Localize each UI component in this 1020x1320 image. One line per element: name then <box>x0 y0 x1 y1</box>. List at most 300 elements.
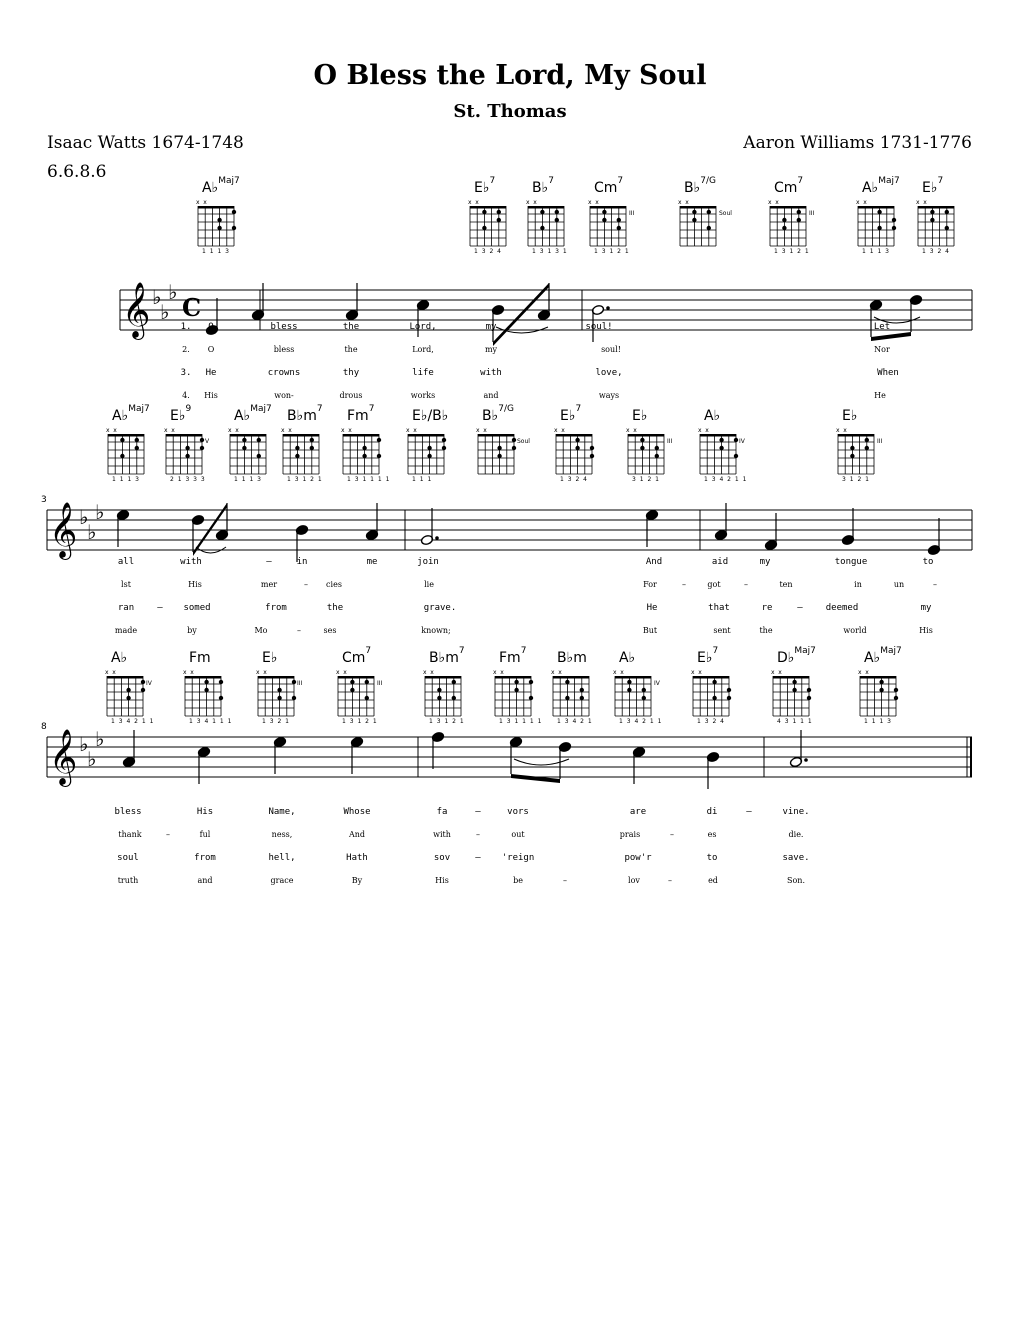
lyric-syllable: ses <box>323 626 337 635</box>
svg-text:x: x <box>923 199 927 206</box>
lyric-syllable: with <box>433 830 451 839</box>
lyric-syllable: By <box>351 876 363 885</box>
fret-position: V <box>205 438 210 445</box>
lyric-syllable: made <box>114 626 138 635</box>
chord-root: A♭ <box>704 408 721 424</box>
lyric-syllable: – <box>166 830 170 839</box>
svg-text:x: x <box>863 199 867 206</box>
svg-text:x: x <box>413 427 417 434</box>
lyric-syllable: be <box>513 876 523 885</box>
fret-position: III <box>877 438 883 445</box>
lyric-syllable: – <box>157 603 163 613</box>
chord-root: B♭m <box>287 408 317 424</box>
note <box>841 508 854 546</box>
chord-root: E♭ <box>170 408 186 424</box>
lyric-syllable: Son. <box>787 876 805 885</box>
chord-root: A♭ <box>234 408 251 424</box>
svg-text:x: x <box>112 669 116 676</box>
lyric-syllable: Name, <box>268 807 296 817</box>
chord-root: E♭/B♭ <box>412 408 449 424</box>
lyric-syllable: grave. <box>423 603 457 613</box>
svg-text:x: x <box>685 199 689 206</box>
svg-text:x: x <box>493 669 497 676</box>
tune-name: St. Thomas <box>453 101 567 122</box>
svg-text:x: x <box>336 669 340 676</box>
lyric-syllable: lie <box>424 580 434 589</box>
lyric-syllable: lst <box>121 580 131 589</box>
lyric-syllable: drous <box>339 391 363 400</box>
chord-root: E♭ <box>474 180 490 196</box>
chord-extension: 7 <box>365 646 372 656</box>
note <box>116 509 129 547</box>
composer-credit: Aaron Williams 1731-1776 <box>743 133 972 153</box>
svg-text:x: x <box>281 427 285 434</box>
lyric-syllable: sent <box>713 626 731 635</box>
lyric-syllable: fa <box>436 807 448 817</box>
finger-numbers: 1 3 1 2 1 <box>774 248 810 255</box>
note <box>431 731 444 769</box>
lyric-syllable: world <box>843 626 867 635</box>
lyric-syllable: thy <box>342 368 360 378</box>
chord-extension: 9 <box>185 404 192 414</box>
finger-numbers: 4 3 1 1 1 <box>777 718 813 725</box>
lyric-syllable: Hath <box>346 853 368 863</box>
lyric-syllable: 1. <box>180 322 192 332</box>
lyric-syllable: 'reign <box>501 853 535 863</box>
chord-root: A♭ <box>202 180 219 196</box>
fret-position: III <box>377 680 383 687</box>
lyric-syllable: with <box>180 557 202 567</box>
treble-clef: 𝄞 <box>49 729 78 785</box>
chord-extension: 7/G <box>498 404 514 414</box>
svg-text:x: x <box>164 427 168 434</box>
svg-text:x: x <box>558 669 562 676</box>
lyric-syllable: die. <box>788 830 804 839</box>
beam <box>511 774 560 783</box>
lyric-syllable: – <box>297 626 301 635</box>
svg-text:x: x <box>856 199 860 206</box>
finger-numbers: 3 1 2 1 <box>632 476 660 483</box>
lyric-syllable: 3. <box>180 368 192 378</box>
lyric-syllable: ness, <box>271 830 293 839</box>
lyric-syllable: – <box>563 876 567 885</box>
lyric-syllable: prais <box>619 830 641 839</box>
svg-text:x: x <box>343 669 347 676</box>
finger-numbers: 1 1 1 3 <box>112 476 140 483</box>
chord-root: Fm <box>499 650 521 666</box>
lyric-syllable: out <box>511 830 525 839</box>
chord-root: B♭ <box>684 180 701 196</box>
lyric-syllable: my <box>485 322 497 332</box>
lyric-syllable: Lord, <box>409 322 437 332</box>
svg-text:x: x <box>554 427 558 434</box>
lyric-syllable: the <box>759 626 773 635</box>
chord-extension: Maj7 <box>794 646 816 656</box>
lyric-syllable: His <box>435 876 449 885</box>
lyric-syllable: works <box>410 391 436 400</box>
svg-text:x: x <box>105 669 109 676</box>
lyric-syllable: He <box>646 603 658 613</box>
svg-text:x: x <box>288 427 292 434</box>
lyric-syllable: join <box>417 557 439 567</box>
note <box>251 283 264 321</box>
chord-extension: 7 <box>520 646 527 656</box>
chord-root: E♭ <box>842 408 858 424</box>
svg-text:x: x <box>475 199 479 206</box>
svg-text:x: x <box>626 427 630 434</box>
svg-text:x: x <box>476 427 480 434</box>
lyric-syllable: ran <box>117 603 135 613</box>
svg-text:x: x <box>775 199 779 206</box>
lyric-syllable: sov <box>433 853 451 863</box>
finger-numbers: 1 1 1 3 <box>202 248 230 255</box>
fret-position: Soul <box>517 438 530 445</box>
flat-sign: ♭ <box>87 520 97 544</box>
flat-sign: ♭ <box>160 300 170 324</box>
lyric-syllable: crowns <box>267 368 301 378</box>
fret-position: III <box>667 438 673 445</box>
lyric-syllable: from <box>265 603 287 613</box>
fret-position: IV <box>739 438 745 445</box>
lyric-syllable: For <box>643 580 657 589</box>
svg-text:x: x <box>678 199 682 206</box>
finger-numbers: 1 3 4 2 1 <box>557 718 593 725</box>
lyric-syllable: – <box>682 580 686 589</box>
lyric-syllable: Whose <box>343 807 371 817</box>
svg-text:x: x <box>778 669 782 676</box>
fret-position: III <box>629 210 635 217</box>
lyric-syllable: – <box>933 580 937 589</box>
chord-root: Cm <box>774 180 798 196</box>
slur <box>514 759 569 765</box>
svg-text:x: x <box>183 669 187 676</box>
svg-text:x: x <box>500 669 504 676</box>
svg-text:x: x <box>483 427 487 434</box>
lyric-syllable: 4. <box>182 391 190 400</box>
measure-number: 3 <box>41 495 47 505</box>
lyric-syllable: – <box>797 603 803 613</box>
svg-text:x: x <box>768 199 772 206</box>
lyric-syllable: to <box>706 853 718 863</box>
note <box>927 518 940 556</box>
chord-root: A♭ <box>862 180 879 196</box>
lyric-syllable: and <box>197 876 213 885</box>
lyric-syllable: And <box>645 557 663 567</box>
flat-sign: ♭ <box>168 280 178 304</box>
lyric-syllable: soul <box>117 853 139 863</box>
chord-root: A♭ <box>864 650 881 666</box>
svg-text:x: x <box>203 199 207 206</box>
svg-text:x: x <box>633 427 637 434</box>
lyric-syllable: ed <box>708 876 718 885</box>
lyric-syllable: – <box>475 853 481 863</box>
lyric-syllable: all <box>117 557 135 567</box>
chord-extension: 7 <box>316 404 323 414</box>
lyric-syllable: – <box>476 830 480 839</box>
flat-sign: ♭ <box>79 732 89 756</box>
finger-numbers: 1 1 1 <box>412 476 433 483</box>
finger-numbers: 2 1 3 3 3 <box>170 476 206 483</box>
treble-clef: 𝄞 <box>49 502 78 558</box>
lyric-syllable: that <box>708 603 730 613</box>
lyric-syllable: – <box>746 807 752 817</box>
note <box>706 751 719 789</box>
lyric-syllable: soul! <box>585 322 613 332</box>
lyric-syllable: His <box>188 580 202 589</box>
lyric-syllable: When <box>877 368 899 378</box>
lyric-syllable: save. <box>782 853 810 863</box>
chord-extension: Maj7 <box>250 404 272 414</box>
lyric-syllable: are <box>629 807 647 817</box>
chord-extension: 7 <box>489 176 496 186</box>
lyric-syllable: His <box>196 807 214 817</box>
lyric-syllable: pow'r <box>624 853 652 863</box>
lyric-syllable: soul! <box>601 345 621 354</box>
lyric-syllable: – <box>266 557 272 567</box>
chord-root: Cm <box>342 650 366 666</box>
svg-text:x: x <box>406 427 410 434</box>
svg-text:x: x <box>468 199 472 206</box>
lyric-syllable: cies <box>326 580 342 589</box>
flat-sign: ♭ <box>152 285 162 309</box>
svg-text:x: x <box>916 199 920 206</box>
svg-text:x: x <box>613 669 617 676</box>
lyric-syllable: vors <box>507 807 529 817</box>
chord-root: A♭ <box>112 408 129 424</box>
lyric-syllable: vine. <box>782 807 810 817</box>
svg-text:x: x <box>348 427 352 434</box>
svg-text:x: x <box>171 427 175 434</box>
finger-numbers: 3 1 2 1 <box>842 476 870 483</box>
note <box>909 294 922 332</box>
flat-sign: ♭ <box>87 747 97 771</box>
finger-numbers: 1 3 4 2 1 1 <box>619 718 663 725</box>
lyric-syllable: ful <box>199 830 211 839</box>
chord-extension: 7 <box>937 176 944 186</box>
finger-numbers: 1 1 1 3 <box>862 248 890 255</box>
svg-text:x: x <box>771 669 775 676</box>
chord-root: E♭ <box>262 650 278 666</box>
note <box>714 503 727 541</box>
chord-root: B♭ <box>482 408 499 424</box>
chord-extension: 7/G <box>700 176 716 186</box>
lyric-syllable: my <box>920 603 932 613</box>
svg-text:x: x <box>430 669 434 676</box>
svg-text:x: x <box>836 427 840 434</box>
lyric-syllable: He <box>874 391 886 400</box>
chord-root: E♭ <box>697 650 713 666</box>
lyric-syllable: in <box>296 557 308 567</box>
lyric-syllable: my <box>484 345 498 354</box>
chord-root: B♭m <box>429 650 459 666</box>
note <box>365 503 378 541</box>
svg-text:x: x <box>533 199 537 206</box>
finger-numbers: 1 3 1 2 1 <box>429 718 465 725</box>
treble-clef: 𝄞 <box>122 282 151 338</box>
chord-extension: Maj7 <box>218 176 240 186</box>
chord-extension: 7 <box>797 176 804 186</box>
lyric-syllable: deemed <box>825 603 859 613</box>
common-time: C <box>182 293 202 322</box>
note <box>215 503 228 541</box>
svg-text:x: x <box>561 427 565 434</box>
lyric-syllable: by <box>187 626 197 635</box>
chord-extension: Maj7 <box>128 404 150 414</box>
lyric-syllable: life <box>412 368 434 378</box>
lyric-syllable: His <box>204 391 218 400</box>
finger-numbers: 1 3 1 2 1 <box>287 476 323 483</box>
lyric-syllable: thank <box>118 830 142 839</box>
lyric-syllable: me <box>366 557 378 567</box>
chord-extension: 7 <box>458 646 465 656</box>
lyric-syllable: un <box>893 580 905 589</box>
note <box>345 283 358 321</box>
lyricist-credit: Isaac Watts 1674-1748 <box>47 133 244 153</box>
lyric-syllable: His <box>919 626 933 635</box>
svg-text:x: x <box>698 669 702 676</box>
svg-text:x: x <box>595 199 599 206</box>
lyric-syllable: And <box>348 830 366 839</box>
lyric-syllable: re <box>761 603 773 613</box>
lyric-syllable: lov <box>628 876 640 885</box>
finger-numbers: 1 3 2 4 <box>697 718 725 725</box>
chord-extension: 7 <box>368 404 375 414</box>
lyric-syllable: my <box>759 557 771 567</box>
meter: 6.6.8.6 <box>47 162 107 182</box>
lyric-syllable: mer <box>260 580 278 589</box>
lyric-syllable: bless <box>114 807 142 817</box>
svg-text:x: x <box>106 427 110 434</box>
svg-text:x: x <box>341 427 345 434</box>
finger-numbers: 1 3 4 1 1 1 <box>189 718 233 725</box>
lyric-syllable: Nor <box>874 345 890 354</box>
chord-root: Fm <box>189 650 211 666</box>
finger-numbers: 1 3 2 4 <box>474 248 502 255</box>
svg-text:x: x <box>620 669 624 676</box>
lyric-syllable: the <box>326 603 344 613</box>
finger-numbers: 1 3 4 2 1 1 <box>704 476 748 483</box>
lyric-syllable: Mo <box>254 626 268 635</box>
lyric-syllable: O <box>208 322 214 332</box>
svg-text:x: x <box>190 669 194 676</box>
lyric-syllable: But <box>642 626 658 635</box>
chord-extension: Maj7 <box>880 646 902 656</box>
lyric-syllable: O <box>207 345 215 354</box>
chord-extension: 7 <box>575 404 582 414</box>
song-title: O Bless the Lord, My Soul <box>313 60 707 91</box>
lyric-syllable: from <box>194 853 216 863</box>
svg-text:x: x <box>256 669 260 676</box>
note <box>509 736 522 774</box>
lyric-syllable: 2. <box>182 345 190 354</box>
lyric-syllable: Let <box>873 322 891 332</box>
lyric-syllable: to <box>922 557 934 567</box>
lyric-syllable: ten <box>779 580 793 589</box>
lyric-syllable: – <box>670 830 674 839</box>
lyric-syllable: He <box>205 368 217 378</box>
chord-extension: 7 <box>617 176 624 186</box>
lyric-syllable: ways <box>598 391 620 400</box>
finger-numbers: 1 3 1 1 1 1 <box>499 718 543 725</box>
lyric-syllable: the <box>344 345 358 354</box>
lyric-syllable: es <box>707 830 717 839</box>
svg-text:x: x <box>551 669 555 676</box>
note <box>645 509 658 547</box>
svg-text:x: x <box>858 669 862 676</box>
chord-root: A♭ <box>111 650 128 666</box>
lyric-syllable: in <box>854 580 862 589</box>
chord-root: Cm <box>594 180 618 196</box>
svg-text:x: x <box>228 427 232 434</box>
chord-extension: 7 <box>712 646 719 656</box>
flat-sign: ♭ <box>95 727 105 751</box>
lyric-syllable: known; <box>421 626 451 635</box>
lyric-syllable: somed <box>183 603 211 613</box>
finger-numbers: 1 3 2 4 <box>922 248 950 255</box>
lyric-syllable: – <box>475 807 481 817</box>
finger-numbers: 1 3 1 1 1 1 <box>347 476 391 483</box>
chord-root: D♭ <box>777 650 795 666</box>
note <box>273 736 286 774</box>
svg-text:x: x <box>698 427 702 434</box>
note <box>122 730 135 768</box>
fret-position: III <box>809 210 815 217</box>
chord-root: E♭ <box>922 180 938 196</box>
finger-numbers: 1 3 1 2 1 <box>594 248 630 255</box>
chord-root: Fm <box>347 408 369 424</box>
finger-numbers: 1 1 1 3 <box>234 476 262 483</box>
note <box>789 730 807 768</box>
lyric-syllable: di <box>706 807 718 817</box>
finger-numbers: 1 3 2 4 <box>560 476 588 483</box>
lyric-syllable: bless <box>270 322 298 332</box>
finger-numbers: 1 3 1 2 1 <box>342 718 378 725</box>
svg-text:x: x <box>113 427 117 434</box>
svg-text:x: x <box>691 669 695 676</box>
svg-text:x: x <box>705 427 709 434</box>
svg-text:x: x <box>263 669 267 676</box>
finger-numbers: 1 3 2 1 <box>262 718 290 725</box>
lyric-syllable: – <box>304 580 308 589</box>
lyric-syllable: aid <box>711 557 729 567</box>
svg-text:x: x <box>588 199 592 206</box>
note <box>197 746 210 784</box>
chord-root: B♭ <box>532 180 549 196</box>
chord-root: B♭m <box>557 650 587 666</box>
finger-numbers: 1 3 4 2 1 1 <box>111 718 155 725</box>
svg-text:x: x <box>196 199 200 206</box>
final-barline <box>970 737 972 777</box>
lyric-syllable: Lord, <box>412 345 434 354</box>
lyric-syllable: with <box>480 368 502 378</box>
svg-text:x: x <box>843 427 847 434</box>
lyric-syllable: tongue <box>834 557 868 567</box>
lyric-syllable: and <box>483 391 499 400</box>
chord-root: E♭ <box>560 408 576 424</box>
fret-position: Soul <box>719 210 732 217</box>
lyric-syllable: the <box>342 322 360 332</box>
lyric-syllable: – <box>744 580 748 589</box>
measure-number: 8 <box>41 722 47 732</box>
finger-numbers: 1 1 1 3 <box>864 718 892 725</box>
svg-text:x: x <box>235 427 239 434</box>
svg-text:x: x <box>526 199 530 206</box>
lyric-syllable: truth <box>117 876 139 885</box>
chord-extension: Maj7 <box>878 176 900 186</box>
chord-extension: 7 <box>548 176 554 186</box>
lyric-syllable: hell, <box>268 853 296 863</box>
flat-sign: ♭ <box>79 505 89 529</box>
